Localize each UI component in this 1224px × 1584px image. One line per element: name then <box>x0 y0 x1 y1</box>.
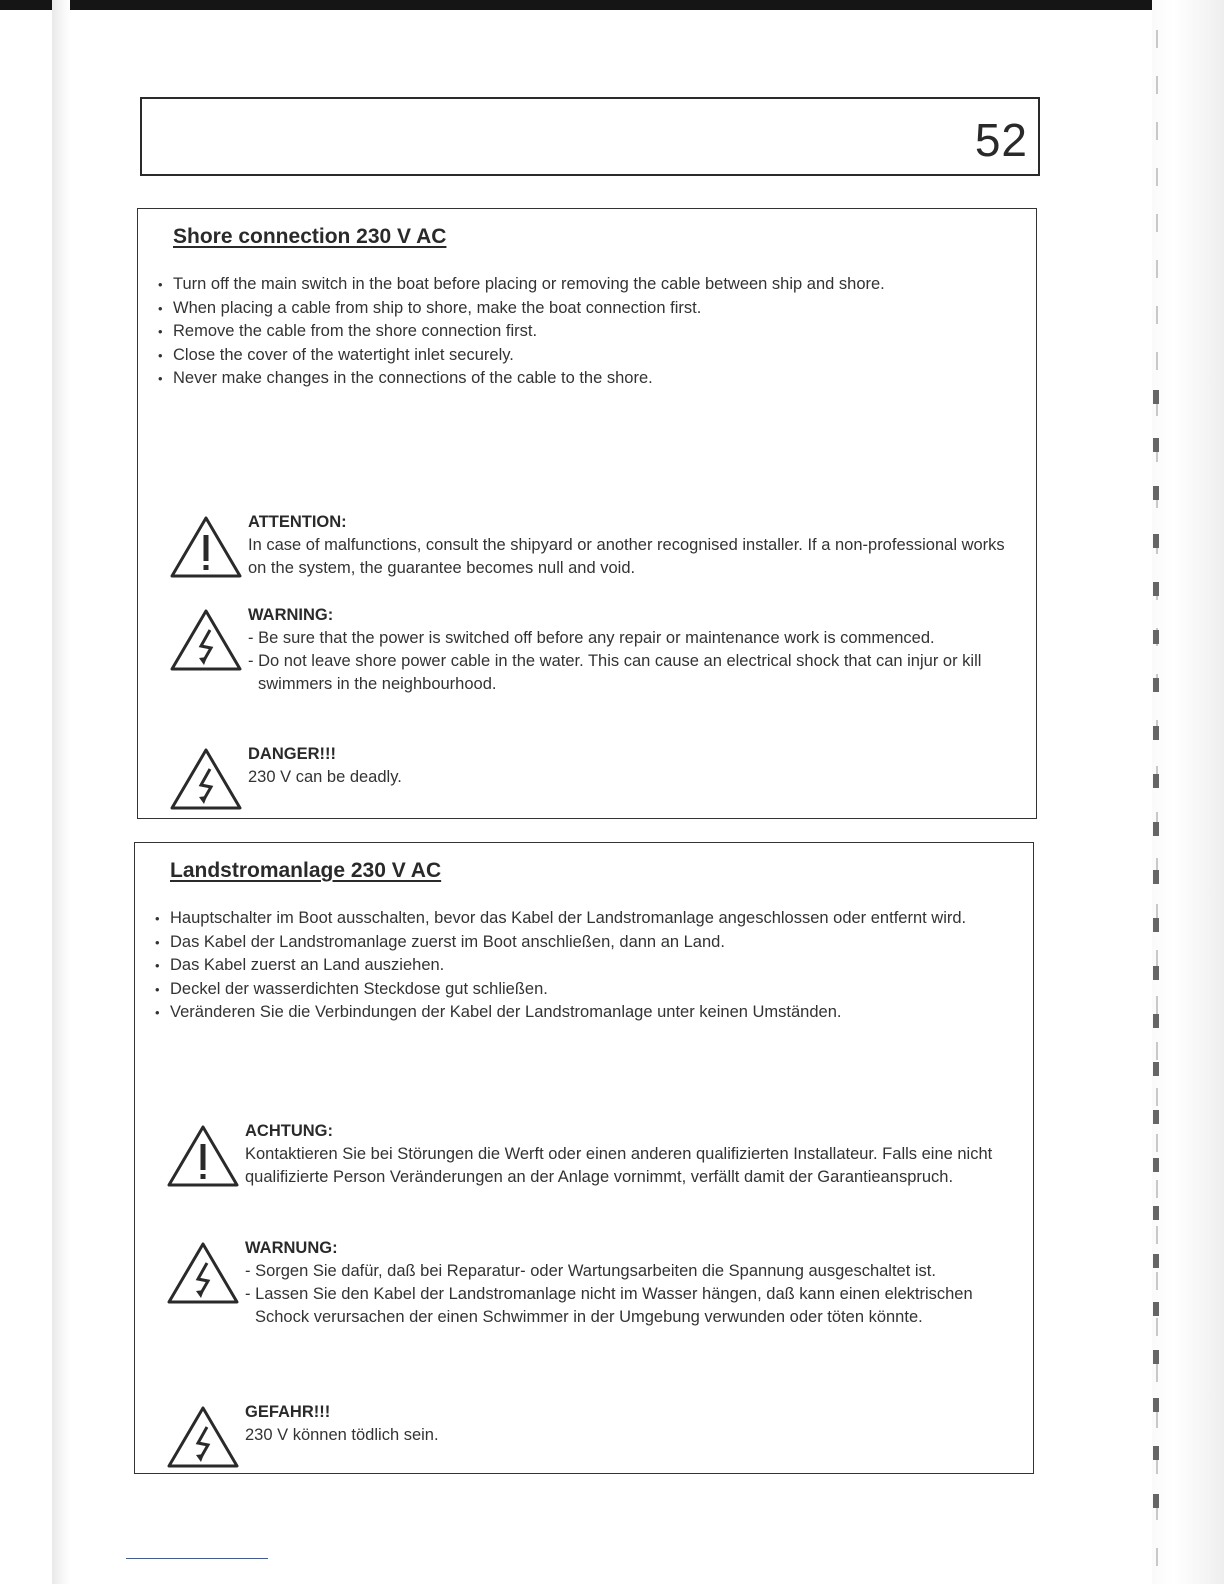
page-number: 52 <box>974 114 1028 166</box>
instruction-list <box>158 273 1018 391</box>
list-item: • When placing a cable from ship to shore, make the boat connection first. <box>158 297 1018 321</box>
electric-hazard-icon <box>170 747 242 811</box>
notice-title: DANGER!!! <box>248 745 336 763</box>
notice-item: - Sorgen Sie dafür, daß bei Reparatur- oder Wartungsarbeiten die Spannung ausgeschaltet ist. <box>245 1262 936 1280</box>
notice-text: 230 V können tödlich sein. <box>245 1426 439 1444</box>
exclamation-warning-icon <box>170 515 242 579</box>
notice-text: In case of malfunctions, consult the shipyard or another recognised installer. If a non-professional works on the system, the guarantee becomes null and void. <box>248 536 1005 577</box>
scan-binding-marks <box>1153 390 1161 1570</box>
section-english <box>137 208 1037 819</box>
notice-item: - Be sure that the power is switched off before any repair or maintenance work is commenced. <box>248 629 935 647</box>
warning-notice <box>167 1237 1007 1377</box>
section-german <box>134 842 1034 1474</box>
page-header <box>140 97 1040 176</box>
instruction-list <box>155 907 1015 1025</box>
list-item: • Remove the cable from the shore connection first. <box>158 320 1018 344</box>
section-heading: Shore connection 230 V AC <box>173 225 447 248</box>
notice-title: GEFAHR!!! <box>245 1403 331 1421</box>
list-item: • Das Kabel der Landstromanlage zuerst im Boot anschließen, dann an Land. <box>155 931 1015 955</box>
warning-notice <box>170 604 1010 724</box>
notice-title: WARNING: <box>248 606 334 624</box>
list-item: • Das Kabel zuerst an Land ausziehen. <box>155 954 1015 978</box>
notice-title: WARNUNG: <box>245 1239 338 1257</box>
section-heading: Landstromanlage 230 V AC <box>170 859 442 882</box>
notice-title: ATTENTION: <box>248 513 347 531</box>
danger-notice <box>170 743 1010 807</box>
list-item: • Turn off the main switch in the boat before placing or removing the cable between ship and shore. <box>158 273 1018 297</box>
list-item: • Never make changes in the connections of the cable to the shore. <box>158 367 1018 391</box>
scan-edge-right <box>1152 0 1224 1584</box>
list-item: • Deckel der wasserdichten Steckdose gut schließen. <box>155 978 1015 1002</box>
attention-notice <box>170 511 1010 591</box>
list-item: • Close the cover of the watertight inlet securely. <box>158 344 1018 368</box>
attention-notice <box>167 1120 1007 1220</box>
electric-hazard-icon <box>167 1241 239 1305</box>
electric-hazard-icon <box>167 1405 239 1469</box>
notice-title: ACHTUNG: <box>245 1122 333 1140</box>
footer-rule <box>126 1558 268 1559</box>
scan-edge-top <box>0 0 1160 10</box>
notice-text: 230 V can be deadly. <box>248 768 402 786</box>
notice-text: Kontaktieren Sie bei Störungen die Werft oder einen anderen qualifizierten Installateur. Falls eine nicht qualifizierte Person Veränderungen an der Anlage vornimmt, verfällt damit der Garantieanspruch. <box>245 1145 993 1186</box>
notice-item: - Do not leave shore power cable in the water. This can cause an electrical shock that can injur or kill swimmers in the neighbourhood. <box>248 652 982 693</box>
notice-item: - Lassen Sie den Kabel der Landstromanlage nicht im Wasser hängen, daß kann einen elektrischen Schock verursachen der einen Schwimmer in der Umgebung verwunden oder töten könnte. <box>245 1285 973 1326</box>
list-item: • Hauptschalter im Boot ausschalten, bevor das Kabel der Landstromanlage angeschlossen oder entfernt wird. <box>155 907 1015 931</box>
danger-notice <box>167 1401 1007 1465</box>
electric-hazard-icon <box>170 608 242 672</box>
exclamation-warning-icon <box>167 1124 239 1188</box>
scan-edge-left <box>52 0 70 1584</box>
list-item: • Veränderen Sie die Verbindungen der Kabel der Landstromanlage unter keinen Umständen. <box>155 1001 1015 1025</box>
